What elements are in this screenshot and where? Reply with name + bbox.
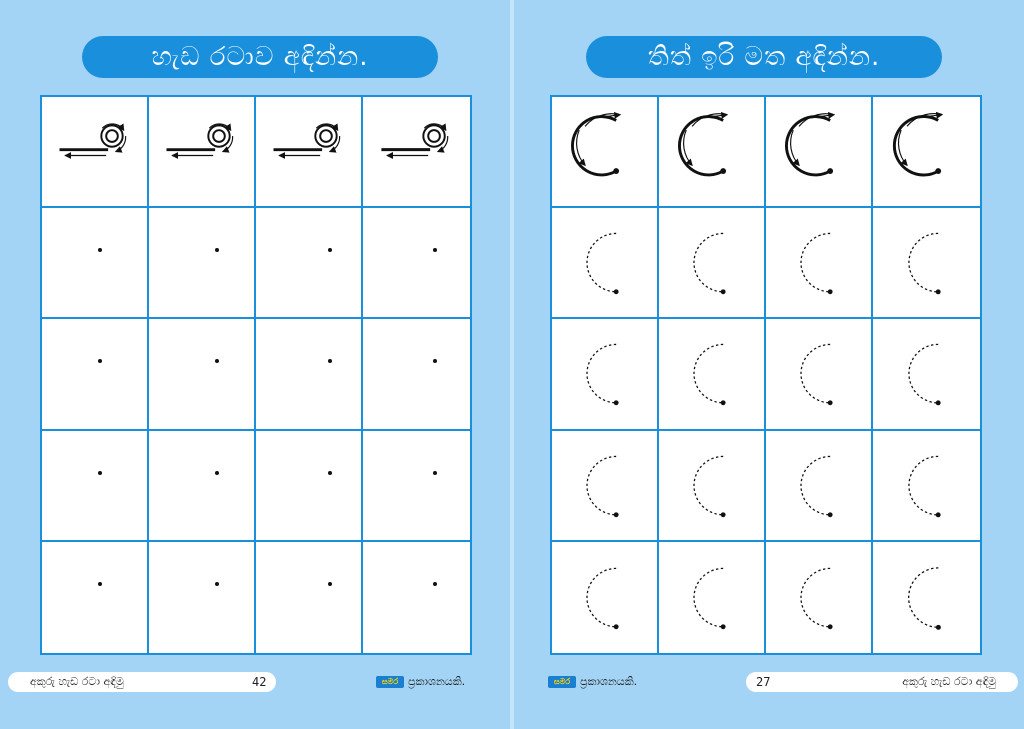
grid-cell — [42, 97, 149, 208]
start-dot-icon — [328, 582, 332, 586]
start-dot-icon — [433, 359, 437, 363]
grid-cell — [659, 319, 766, 430]
left-footer — [8, 672, 276, 692]
start-dot-icon — [433, 248, 437, 252]
left-page-number: 42 — [252, 675, 267, 689]
start-dot-icon — [215, 359, 219, 363]
left-publisher — [376, 675, 465, 689]
grid-cell — [42, 208, 149, 319]
right-page — [514, 0, 1024, 729]
grid-cell — [149, 97, 256, 208]
left-practice-grid — [40, 95, 472, 655]
left-page-title: හැඩ රටාව අඳින්න. — [82, 36, 438, 78]
grid-cell — [766, 208, 873, 319]
dotted-c-arc — [766, 542, 871, 653]
spiral-trace-icon — [149, 97, 254, 206]
grid-cell — [873, 542, 980, 653]
start-dot-icon — [98, 471, 102, 475]
grid-cell — [873, 97, 980, 208]
start-dot-icon — [433, 582, 437, 586]
grid-cell — [256, 431, 363, 542]
dotted-c-arc — [659, 542, 764, 653]
right-practice-grid — [550, 95, 982, 655]
grid-cell — [552, 208, 659, 319]
left-footer-book-title: අකුරු හැඩ රටා අඳිමු — [30, 675, 124, 688]
left-page — [0, 0, 510, 729]
grid-cell — [873, 208, 980, 319]
grid-cell — [873, 319, 980, 430]
dotted-c-arc — [873, 208, 980, 317]
c-arc-trace-icon — [659, 97, 764, 206]
grid-cell — [659, 431, 766, 542]
start-dot-icon — [328, 471, 332, 475]
dotted-c-arc — [766, 431, 871, 540]
dotted-c-arc — [552, 542, 657, 653]
grid-cell — [552, 542, 659, 653]
spiral-trace-icon — [42, 97, 147, 206]
grid-cell — [363, 431, 470, 542]
start-dot-icon — [98, 582, 102, 586]
grid-cell — [873, 431, 980, 542]
grid-cell — [659, 542, 766, 653]
publisher-logo-icon: සමර — [548, 676, 576, 688]
dotted-c-arc — [873, 431, 980, 540]
grid-cell — [766, 542, 873, 653]
right-publisher — [548, 675, 637, 689]
right-footer-book-title: අකුරු හැඩ රටා අඳිමු — [902, 675, 996, 688]
grid-cell — [256, 97, 363, 208]
dotted-c-arc — [552, 319, 657, 428]
grid-cell — [766, 319, 873, 430]
c-arc-trace-icon — [552, 97, 657, 206]
grid-cell — [149, 319, 256, 430]
grid-cell — [256, 319, 363, 430]
right-publisher-label: ප්‍රකාශනයකි. — [580, 675, 638, 688]
dotted-c-arc — [659, 208, 764, 317]
grid-cell — [363, 542, 470, 653]
grid-cell — [363, 319, 470, 430]
start-dot-icon — [215, 582, 219, 586]
grid-cell — [552, 97, 659, 208]
start-dot-icon — [98, 359, 102, 363]
grid-cell — [659, 208, 766, 319]
start-dot-icon — [328, 359, 332, 363]
c-arc-trace-icon — [873, 97, 980, 206]
grid-cell — [42, 542, 149, 653]
grid-cell — [149, 542, 256, 653]
dotted-c-arc — [552, 208, 657, 317]
right-footer — [746, 672, 1018, 692]
grid-cell — [149, 208, 256, 319]
dotted-c-arc — [659, 319, 764, 428]
right-page-title: තිත් ඉරි මත අඳින්න. — [586, 36, 942, 78]
dotted-c-arc — [552, 431, 657, 540]
spiral-trace-icon — [256, 97, 361, 206]
start-dot-icon — [215, 471, 219, 475]
dotted-c-arc — [873, 542, 980, 653]
publisher-logo-icon: සමර — [376, 676, 404, 688]
dotted-c-arc — [873, 319, 980, 428]
grid-cell — [766, 431, 873, 542]
left-publisher-label: ප්‍රකාශනයකි. — [408, 675, 466, 688]
grid-cell — [552, 319, 659, 430]
grid-cell — [363, 97, 470, 208]
grid-cell — [42, 319, 149, 430]
dotted-c-arc — [659, 431, 764, 540]
start-dot-icon — [215, 248, 219, 252]
dotted-c-arc — [766, 319, 871, 428]
grid-cell — [659, 97, 766, 208]
grid-cell — [766, 97, 873, 208]
start-dot-icon — [328, 248, 332, 252]
start-dot-icon — [98, 248, 102, 252]
grid-cell — [256, 208, 363, 319]
grid-cell — [149, 431, 256, 542]
grid-cell — [552, 431, 659, 542]
spiral-trace-icon — [363, 97, 470, 206]
grid-cell — [256, 542, 363, 653]
right-page-number: 27 — [756, 675, 771, 689]
grid-cell — [42, 431, 149, 542]
dotted-c-arc — [766, 208, 871, 317]
c-arc-trace-icon — [766, 97, 871, 206]
start-dot-icon — [433, 471, 437, 475]
grid-cell — [363, 208, 470, 319]
